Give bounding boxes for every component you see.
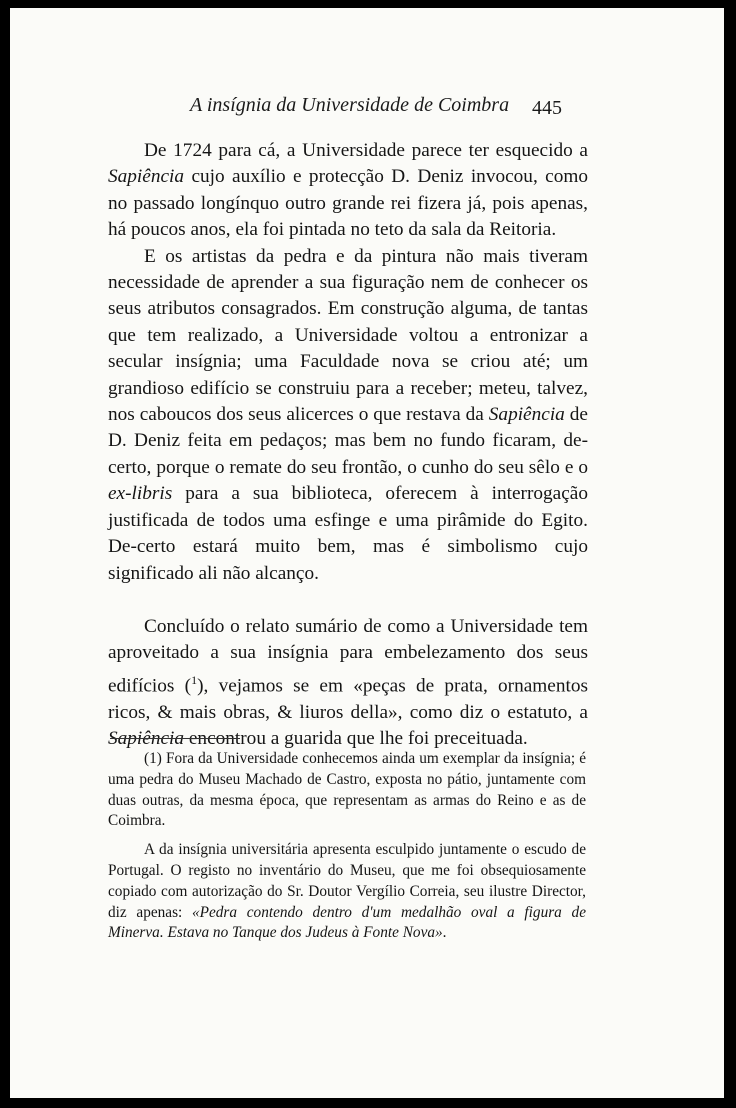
running-header (10, 94, 724, 126)
footnote-reference: 1 (191, 672, 198, 687)
page-number: 445 (532, 97, 562, 119)
main-text (108, 138, 588, 752)
footnote-divider (110, 738, 240, 739)
paragraph-1: De 1724 para cá, a Universidade parece ter esquecido a Sapiência cujo auxílio e protecção D. Deniz invocou, como no passado longínquo outro grande rei fizera já, pois apenas, há poucos anos, ela foi pintada no teto da sala da Reitoria. (108, 140, 588, 241)
footnote-1-continuation: A da insígnia universitária apresenta esculpido juntamente o escudo de Portugal. O registo no inventário do Museu, que me foi obsequiosamente copiado com autorização do Sr. Doutor Vergílio Correia, seu ilustre Director, diz apenas: «Pedra contendo dentro d'um medalhão oval a figura de Minerva. Estava no Tanque dos Judeus à Fonte Nova». (108, 841, 586, 942)
running-title: A insígnia da Universidade de Coimbra (190, 94, 510, 116)
footnotes (108, 749, 586, 944)
footnote-marker: (1) (144, 750, 162, 767)
footnote-1: (1) Fora da Universidade conhecemos ainda um exemplar da insígnia; é uma pedra do Museu Machado de Castro, exposta no pátio, juntamente com duas outras, da mesma época, que representam as armas do Reino e as de Coimbra. (108, 750, 586, 830)
museum-register-quote: «Pedra contendo dentro d'um medalhão oval a figura de Minerva. Estava no Tanque dos Judeus à Fonte Nova» (108, 903, 586, 942)
book-page (10, 8, 724, 1098)
paragraph-2: E os artistas da pedra e da pintura não mais tiveram necessidade de aprender a sua figuração nem de conhecer os seus atributos consagrados. Em construção alguma, de tantas que tem realizado, a Universidade voltou a entronizar a secular insígnia; uma Faculdade nova se criou até; um grandioso edifício se construiu para a receber; meteu, talvez, nos caboucos dos seus alicerces o que restava da Sapiência de D. Deniz feita em pedaços; mas bem no fundo ficaram, de-certo, porque o remate do seu frontão, o cunho do seu sêlo e o ex-libris para a sua biblioteca, oferecem à interrogação justificada de todos uma esfinge e uma pirâmide do Egito. De-certo estará muito bem, mas é simbolismo cujo significado ali não alcanço. (108, 245, 588, 584)
paragraph-3: Concluído o relato sumário de como a Universidade tem aproveitado a sua insígnia para embelezamento dos seus edifícios ($^1$), vejamos se em «peças de prata, ornamentos ricos, & mais obras, & liuros della», como diz o estatuto, a Sapiência encontrou a guarida que lhe foi preceituada. (108, 615, 588, 749)
